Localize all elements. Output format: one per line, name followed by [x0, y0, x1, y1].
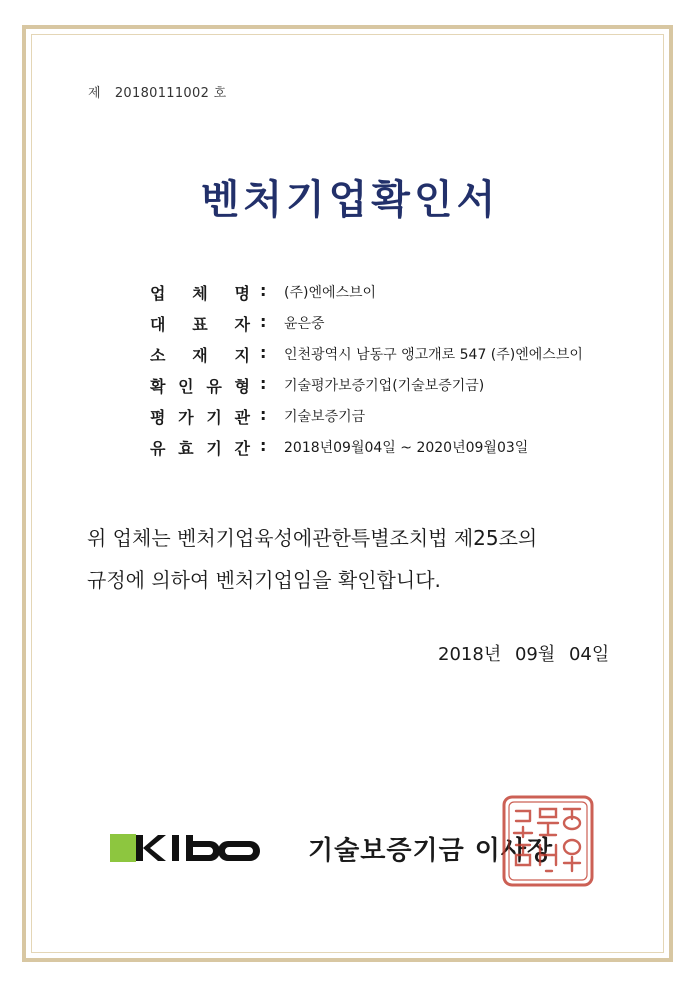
info-field-label: 대 표 자	[150, 315, 250, 334]
confirmation-line-2: 규정에 의하여 벤처기업임을 확인합니다.	[87, 568, 441, 592]
info-field-label: 업 체 명	[150, 284, 250, 303]
certificate-number	[88, 82, 226, 101]
issue-year-unit: 년	[483, 644, 502, 665]
info-field-value: 기술평가보증기업(기술보증기금)	[284, 378, 485, 394]
issue-day: 04	[568, 644, 592, 665]
issue-year: 2018	[438, 644, 484, 665]
official-seal-icon	[500, 793, 596, 889]
document-title: 벤처기업확인서	[200, 176, 500, 223]
info-field-colon: :	[260, 343, 267, 362]
confirmation-statement	[87, 517, 627, 601]
confirmation-line-1: 위 업체는 벤처기업육성에관한특별조치법 제25조의	[87, 526, 538, 550]
info-field-value: 윤은중	[284, 316, 325, 332]
info-field-value: 인천광역시 남동구 앵고개로 547 (주)엔에스브이	[284, 347, 583, 363]
info-field-colon: :	[260, 436, 267, 455]
info-field-label: 소 재 지	[150, 346, 250, 365]
info-field-colon: :	[260, 312, 267, 331]
info-field-value: (주)엔에스브이	[284, 285, 377, 301]
info-field-colon: :	[260, 281, 267, 300]
issuer-name: 기술보증기금 이사장	[308, 835, 554, 866]
certificate-number-value: 20180111002	[114, 86, 210, 101]
kibo-logo-accent	[110, 834, 136, 862]
certificate-number-suffix: 호	[213, 86, 227, 101]
info-field-label: 유 효 기 간	[150, 439, 250, 458]
kibo-logo-icon	[128, 831, 278, 865]
info-field-label: 확 인 유 형	[150, 377, 250, 396]
issue-day-unit: 일	[591, 644, 610, 665]
info-field-label: 평 가 기 관	[150, 408, 250, 427]
info-field-colon: :	[260, 374, 267, 393]
info-field-colon: :	[260, 405, 267, 424]
info-field-value: 2018년09월04일 ~ 2020년09월03일	[284, 440, 529, 456]
certificate-number-prefix: 제	[88, 86, 101, 101]
issue-month-unit: 월	[537, 644, 556, 665]
issue-date	[438, 640, 617, 666]
issuer-block	[110, 828, 553, 868]
issue-month: 09	[514, 644, 538, 665]
info-field-value: 기술보증기금	[284, 409, 366, 425]
